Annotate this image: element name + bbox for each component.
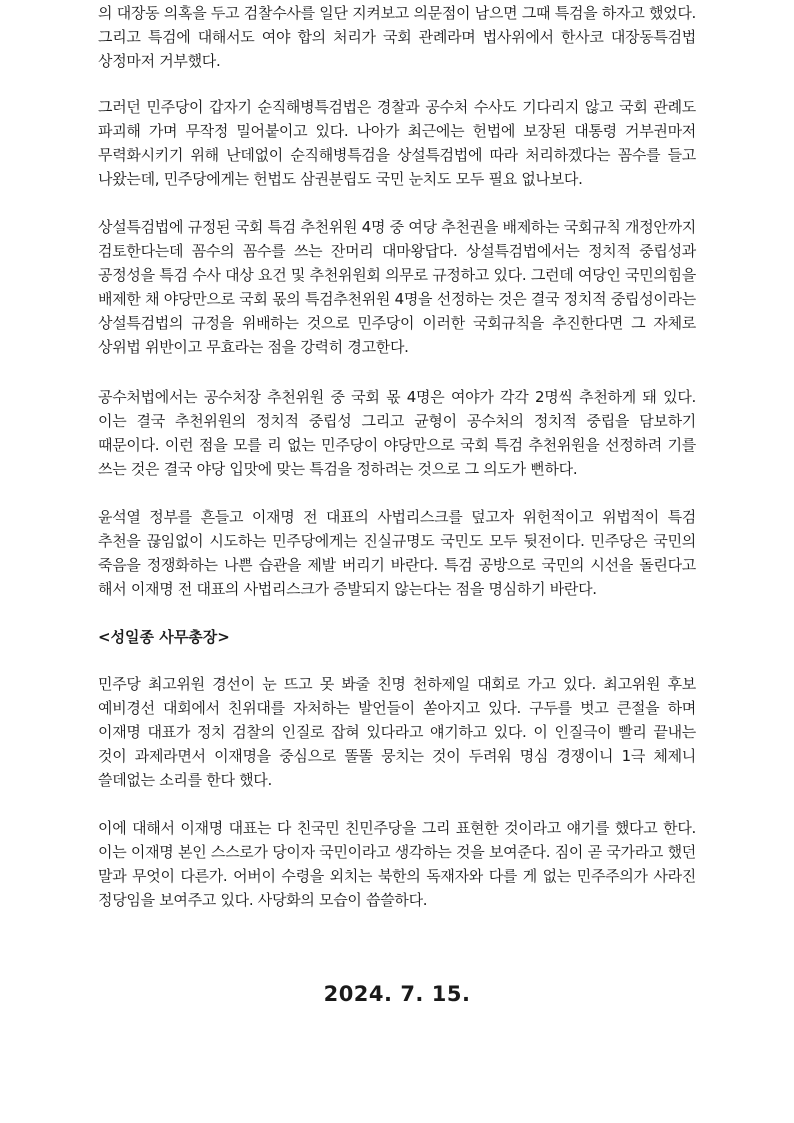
paragraph-3: 상설특검법에 규정된 국회 특검 추천위원 4명 중 여당 추천권을 배제하는 국회규칙 개정안까지 검토한다는데 꼼수의 꼼수를 쓰는 잔머리 대마왕답다. 상설특검법에서는 정치적 중립성과 공정성을 특검 수사 대상 요건 및 추천위원회 의무로 규정하고 있다. 그런데 여당인 국민의힘을 배제한 채 야당만으로 국회 몫의 특검추천위원 4명을 선정하는 것은 결국 정치적 중립성이라는 상설특검법의 규정을 위배하는 것으로 민주당이 이러한 국회규칙을 추진한다면 그 자체로 상위법 위반이고 무효라는 점을 강력히 경고한다. xyxy=(98,218,696,356)
paragraph-7: 이에 대해서 이재명 대표는 다 친국민 친민주당을 그리 표현한 것이라고 얘기를 했다고 한다. 이는 이재명 본인 스스로가 당이자 국민이라고 생각하는 것을 보여준다. 짐이 곧 국가라고 했던 말과 무엇이 다른가. 어버이 수령을 외치는 북한의 독재자와 다를 게 없는 민주주의가 사라진 정당임을 보여주고 있다. 사당화의 모습이 씁쓸하다. xyxy=(98,819,696,909)
speaker-heading: <성일종 사무총장> xyxy=(98,628,230,646)
paragraph-5: 윤석열 정부를 흔들고 이재명 전 대표의 사법리스크를 덮고자 위헌적이고 위법적이 특검 추천을 끊임없이 시도하는 민주당에게는 진실규명도 국민도 모두 뒷전이다. 민주당은 국민의 죽음을 정쟁화하는 나쁜 습관을 제발 버리기 바란다. 특검 공방으로 국민의 시선을 돌린다고 해서 이재명 전 대표의 사법리스크가 증발되지 않는다는 점을 명심하기 바란다. xyxy=(98,508,696,598)
paragraph-4: 공수처법에서는 공수처장 추천위원 중 국회 몫 4명은 여야가 각각 2명씩 추천하게 돼 있다. 이는 결국 추천위원의 정치적 중립성 그리고 균형이 공수처의 정치적 중립을 담보하기 때문이다. 이런 점을 모를 리 없는 민주당이 야당만으로 국회 특검 추천위원을 선정하려 기를 쓰는 것은 결국 야당 입맛에 맞는 특검을 정하려는 것으로 그 의도가 뻔하다. xyxy=(98,388,696,478)
paragraph-2: 그러던 민주당이 갑자기 순직해병특검법은 경찰과 공수처 수사도 기다리지 않고 국회 관례도 파괴해 가며 무작정 밀어붙이고 있다. 나아가 최근에는 헌법에 보장된 대통령 거부권마저 무력화시키기 위해 난데없이 순직해병특검을 상설특검법에 따라 처리하겠다는 꼼수를 들고 나왔는데, 민주당에게는 헌법도 삼권분립도 국민 눈치도 모두 필요 없나보다. xyxy=(98,98,696,188)
paragraph-6: 민주당 최고위원 경선이 눈 뜨고 못 봐줄 친명 천하제일 대회로 가고 있다. 최고위원 후보 예비경선 대회에서 친위대를 자처하는 발언들이 쏟아지고 있다. 구두를 벗고 큰절을 하며 이재명 대표가 정치 검찰의 인질로 잡혀 있다라고 얘기하고 있다. 이 인질극이 빨리 끝내는 것이 과제라면서 이재명을 중심으로 똘똘 뭉치는 것이 두려워 명심 경쟁이니 1극 체제니 쓸데없는 소리를 한다 했다. xyxy=(98,675,696,789)
document-date: 2024. 7. 15. xyxy=(323,982,471,1006)
paragraph-1: 의 대장동 의혹을 두고 검찰수사를 일단 지켜보고 의문점이 남으면 그때 특검을 하자고 했었다. 그리고 특검에 대해서도 여야 합의 처리가 국회 관례라며 법사위에서 한사코 대장동특검법 상정마저 거부했다. xyxy=(98,4,696,70)
